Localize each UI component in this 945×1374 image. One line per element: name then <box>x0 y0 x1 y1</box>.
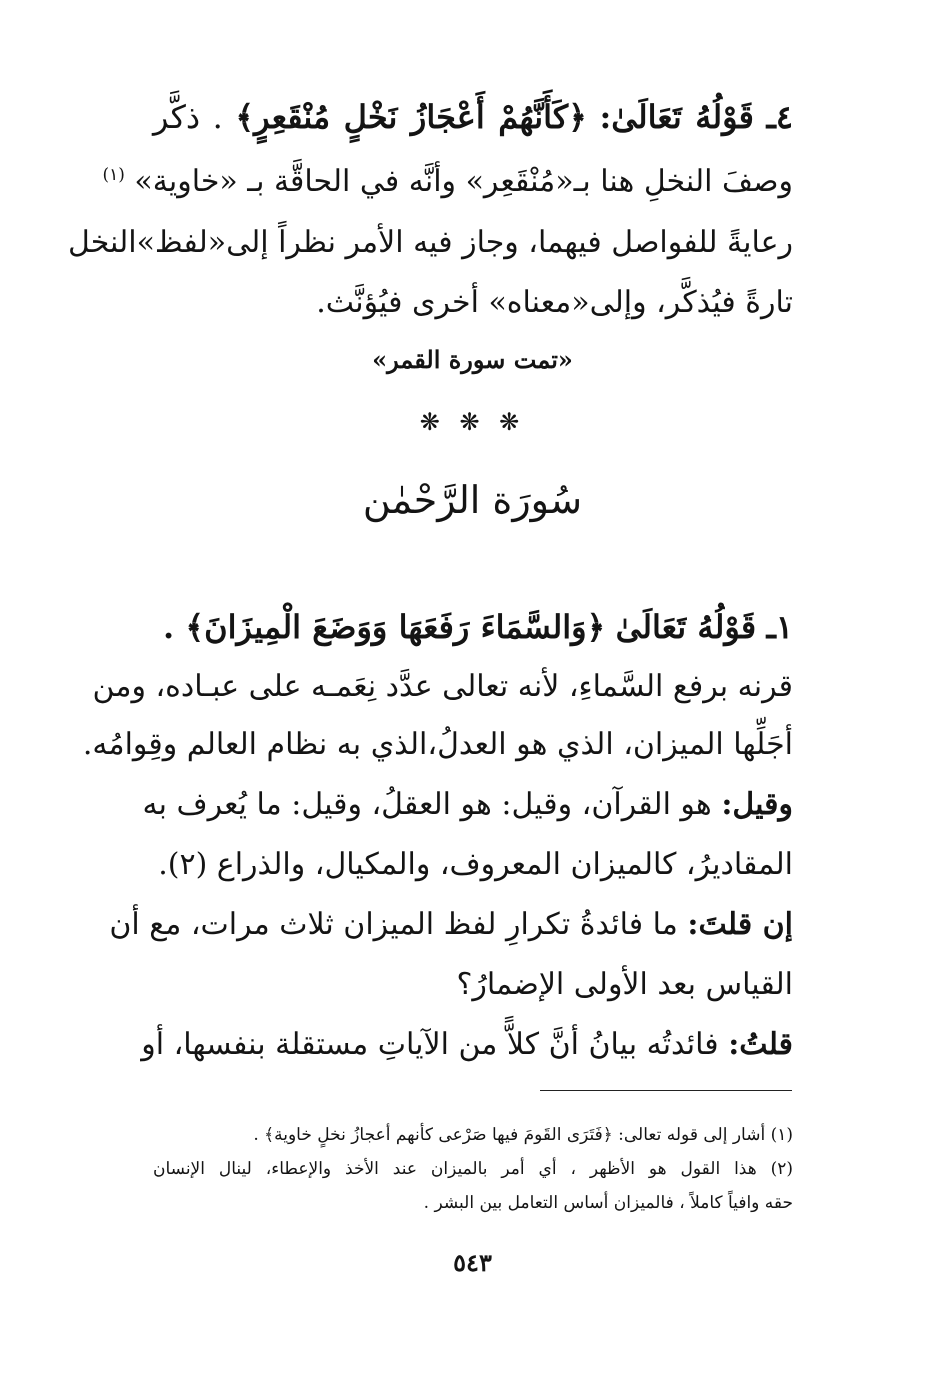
footnote-separator <box>540 1090 792 1091</box>
surah-title: سُورَة الرَّحْمٰن <box>362 478 583 522</box>
heading-formula: قَوْلُهُ تَعَالَىٰ <box>615 608 757 646</box>
paragraph-line <box>142 780 793 830</box>
line-text: ما فائدةُ تكرارِ لفظ الميزان ثلاث مرات، مع أن <box>109 907 678 942</box>
verse-heading-4 <box>153 92 793 142</box>
line-text: فائدتُه بيانُ أنَّ كلاًّ من الآياتِ مستقلة بنفسها، أو <box>141 1027 719 1062</box>
paragraph-line <box>102 150 793 207</box>
paragraph-line: القياس بعد الأولى الإضمارُ؟ <box>456 967 793 1002</box>
verse-heading-1 <box>163 602 793 652</box>
paragraph-line: قرنه برفع السَّماءِ، لأنه تعالى عدَّد نِعَمـه على عبـاده، ومن <box>92 669 793 704</box>
footnote-marker: (١) <box>102 165 125 185</box>
lead-word: قلتُ: <box>728 1027 793 1062</box>
heading-number: ٤ـ <box>766 98 794 136</box>
quran-quote: ﴿وَالسَّمَاءَ رَفَعَهَا وَوَضَعَ الْمِيزَانَ﴾ . <box>163 608 606 646</box>
paragraph-line: المقاديرُ، كالميزان المعروف، والمكيال، والذراع (٢). <box>158 847 793 882</box>
paragraph-line: تارةً فيُذكَّر، وإلى«معناه» أخرى فيُؤنَّث. <box>316 285 793 320</box>
line-text: هو القرآن، وقيل: هو العقلُ، وقيل: ما يُعرف به <box>142 787 712 822</box>
surah-end-note: «تمت سورة القمر» <box>372 345 573 374</box>
paragraph-line <box>141 1020 793 1070</box>
page-number: ٥٤٣ <box>453 1248 492 1277</box>
footnote-1: (١) أشار إلى قوله تعالى: ﴿فَتَرَى القَومَ فيها صَرْعى كأنهم أعجازُ نخلٍ خاوية﴾ . <box>253 1125 793 1145</box>
paragraph-line: رعايةً للفواصل فيهما، وجاز فيه الأمر نظراً إلى«لفظ»النخل <box>67 225 793 260</box>
line-text: وصفَ النخلِ هنا بـ«مُنْقَعِر» وأنَّه في الحاقَّة بـ «خاوية» <box>134 164 793 199</box>
quran-quote: ﴿كَأَنَّهُمْ أَعْجَازُ نَخْلٍ مُنْقَعِرٍ﴾ <box>235 98 587 136</box>
paragraph-line: أجَلِّها الميزان، الذي هو العدلُ،الذي به نظام العالم وقِوامُه. <box>82 727 793 762</box>
heading-number: ١ـ <box>766 608 794 646</box>
heading-tail: . ذكَّر <box>153 98 223 136</box>
paragraph-line <box>109 900 793 950</box>
lead-word: وقيل: <box>721 787 793 822</box>
heading-formula: قَوْلُهُ تَعَالَىٰ: <box>599 98 754 136</box>
lead-word: إن قلتَ: <box>687 907 793 942</box>
footnote-2: (٢) هذا القول هو الأظهر ، أي أمر بالميزان عند الأخذ والإعطاء، لينال الإنسان <box>153 1159 793 1179</box>
footnote-2-continued: حقه وافياً كاملاً ، فالميزان أساس التعامل بين البشر . <box>423 1193 793 1213</box>
section-divider: ❋ ❋ ❋ <box>419 408 526 436</box>
